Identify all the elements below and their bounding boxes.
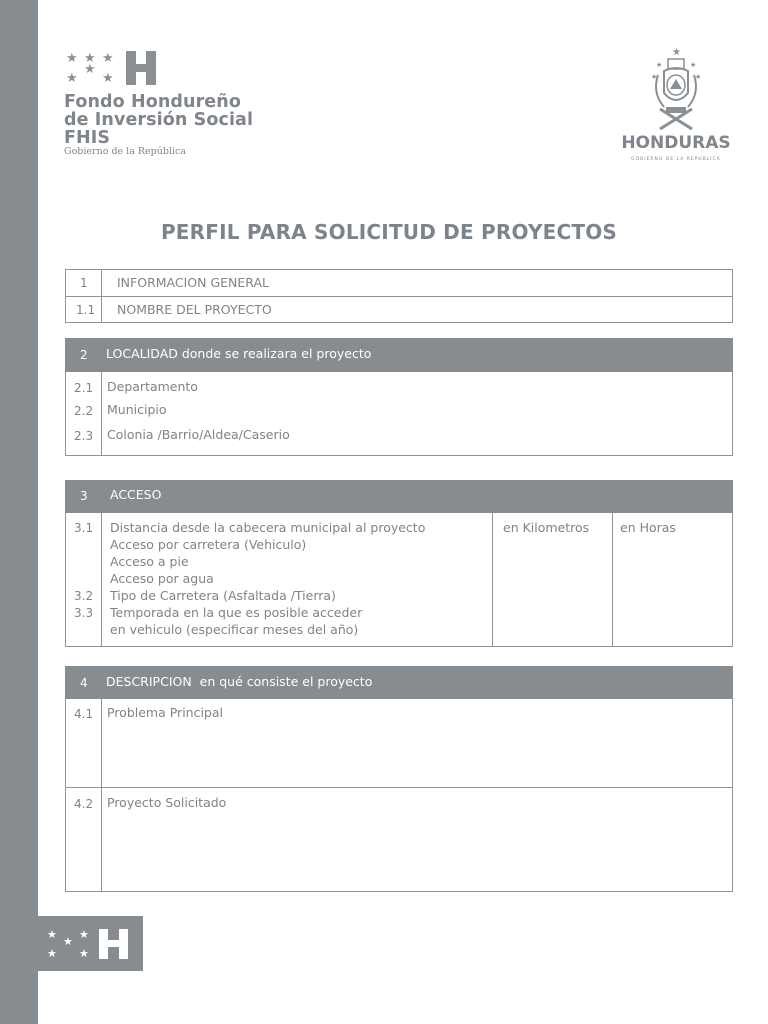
svg-text:★: ★ [672,47,681,58]
org-name-line3: FHIS [64,128,111,148]
section-number: 3 [80,489,88,503]
h-logo-icon [98,928,130,960]
stars-icon: ★ ★ ★ ★ ★ ★ [66,51,114,86]
department-field[interactable]: Departamento [107,379,198,394]
page-title: PERFIL PARA SOLICITUD DE PROYECTOS [160,220,618,244]
column-divider [612,513,613,646]
colony-field[interactable]: Colonia /Barrio/Aldea/Caserio [107,427,290,442]
road-type-label: Tipo de Carretera (Asfaltada /Tierra) [110,588,336,603]
section-access [65,480,733,647]
distance-label: Distancia desde la cabecera municipal al proyecto [110,520,426,535]
fhis-logo [64,50,274,160]
section-description [65,666,733,892]
row-number: 4.1 [74,707,94,721]
row-number: 3.3 [74,606,94,620]
row-number: 4.2 [74,797,94,811]
coat-of-arms-icon [646,45,706,133]
walk-access-label: Acceso a pie [110,554,189,569]
row-number: 3.1 [74,521,94,535]
row-divider [66,787,732,788]
section-header-label: DESCRIPCION en qué consiste el proyecto [106,674,373,689]
column-divider [492,513,493,646]
road-access-label: Acceso por carretera (Vehiculo) [110,537,307,552]
org-name-line2: de Inversión Social [64,110,254,130]
row-number: 1 [80,276,88,290]
row-number: 2.1 [74,381,94,395]
star-icon: ★ [63,935,73,948]
row-divider [66,296,732,297]
section-location [65,338,733,456]
section-number: 4 [80,676,88,690]
municipality-field[interactable]: Municipio [107,402,167,417]
honduras-emblem [614,45,738,170]
row-number: 3.2 [74,589,94,603]
star-icon: ★ [79,928,89,941]
km-column-header: en Kilometros [503,520,590,535]
star-icon: ★ [79,947,89,960]
row-number: 2.3 [74,429,94,443]
star-icon: ★ [47,947,57,960]
country-name: HONDURAS [621,133,731,153]
row-number: 2.2 [74,404,94,418]
svg-text:★: ★ [695,73,702,81]
section-general-info [65,269,733,323]
section-number: 2 [80,348,88,362]
section-header-label: LOCALIDAD donde se realizara el proyecto [106,346,372,361]
section-header-label: ACCESO [110,487,162,502]
general-info-label: INFORMACION GENERAL [117,275,269,290]
requested-project-field[interactable]: Proyecto Solicitado [107,795,227,810]
season-label-cont: en vehiculo (especificar meses del año) [110,622,359,637]
section-header [65,338,733,372]
section-header [65,480,733,513]
org-name-line1: Fondo Hondureño [64,92,241,112]
star-icon: ★ [47,928,57,941]
svg-text:★: ★ [651,73,658,81]
water-access-label: Acceso por agua [110,571,214,586]
season-label: Temporada en la que es posible acceder [110,605,363,620]
main-problem-field[interactable]: Problema Principal [107,705,224,720]
h-logo-icon [124,50,160,86]
hours-column-header: en Horas [620,520,676,535]
org-subtitle: Gobierno de la República [64,146,187,157]
footer-logo [38,916,143,971]
project-name-field[interactable]: NOMBRE DEL PROYECTO [117,302,272,317]
svg-text:★: ★ [656,61,663,69]
column-divider [101,699,102,891]
column-divider [101,372,102,455]
row-number: 1.1 [76,303,96,317]
left-sidebar-strip [0,0,38,1024]
section-header [65,666,733,699]
svg-text:★: ★ [690,61,697,69]
column-divider [101,513,102,646]
country-subtitle: GOBIERNO DE LA REPÚBLICA [631,157,721,162]
